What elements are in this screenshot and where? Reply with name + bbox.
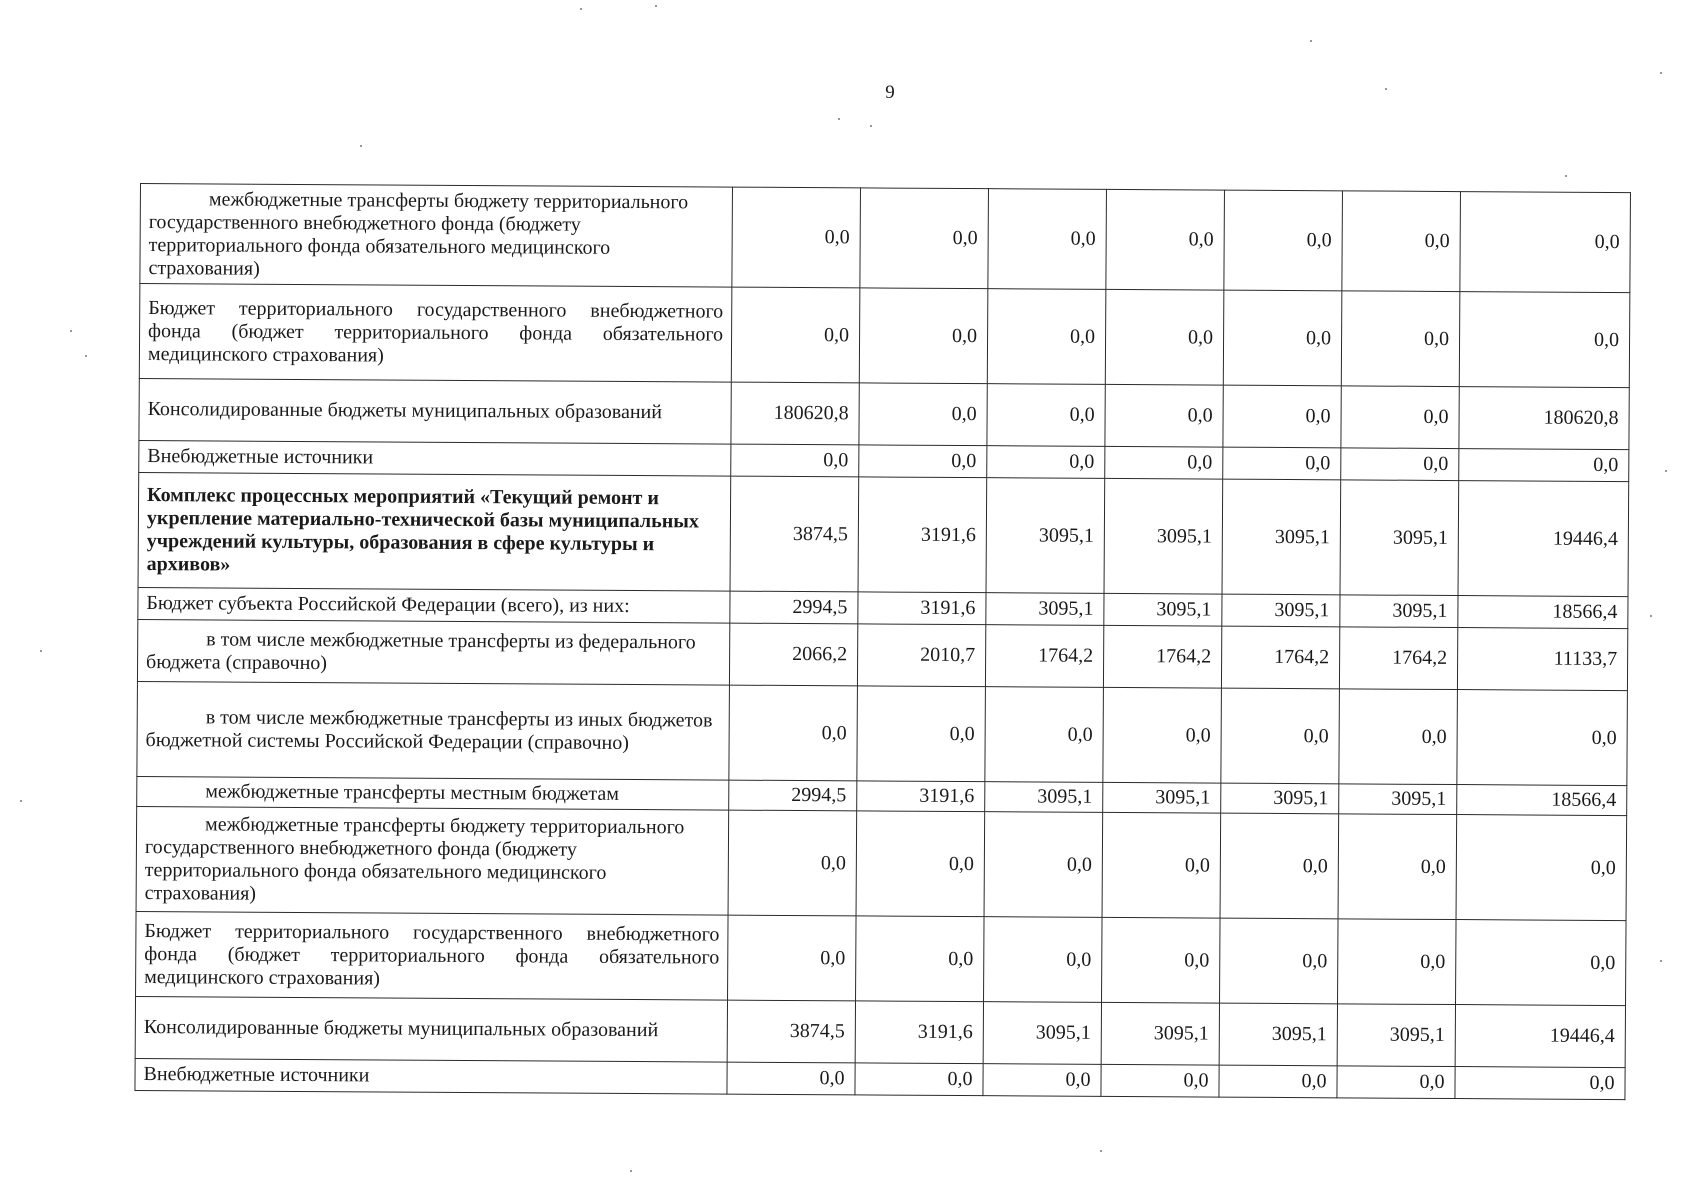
row-label [137,681,730,780]
value-cell: 0,0 [860,188,989,289]
table-row [137,681,1628,785]
value-cell: 3874,5 [727,1000,855,1063]
row-label [136,806,729,915]
value-cell: 0,0 [1342,191,1461,292]
row-label-text: Бюджет территориального государственного внебюджетного фонда (бюджет территориального фонда обязательного медицинского страхования) [147,296,724,366]
value-cell: 0,0 [1220,918,1339,1004]
table-row [139,284,1630,388]
value-cell: 3095,1 [1222,594,1340,627]
value-cell: 3191,6 [858,592,986,625]
value-cell: 3095,1 [1104,593,1222,626]
value-cell: 19446,4 [1455,1005,1625,1068]
value-cell: 0,0 [1219,1065,1337,1098]
value-cell: 3095,1 [983,1002,1101,1065]
value-cell: 0,0 [1223,385,1341,448]
value-cell: 0,0 [1102,917,1221,1003]
value-cell: 0,0 [988,189,1107,290]
table-row [138,472,1629,596]
value-cell: 1764,2 [985,625,1103,688]
value-cell: 3095,1 [985,782,1103,813]
value-cell: 0,0 [985,687,1104,783]
value-cell: 0,0 [859,445,987,478]
row-label-text: Комплекс процессных мероприятий «Текущий ремонт и укрепление материально-технической базы муниципальных учреждений культуры, образования в сфере культуры и архивов» [146,484,699,576]
value-cell: 0,0 [1456,815,1627,921]
value-cell: 3095,1 [986,593,1104,626]
value-cell: 3874,5 [730,476,859,592]
value-cell: 0,0 [1106,189,1225,290]
budget-table-wrapper [134,183,1630,1100]
row-label [140,184,733,288]
value-cell: 0,0 [1103,687,1222,783]
budget-table-body [135,184,1631,1100]
value-cell: 0,0 [987,384,1105,447]
value-cell: 1764,2 [1339,627,1457,690]
value-cell: 0,0 [728,810,857,916]
value-cell: 1764,2 [1103,625,1221,688]
value-cell: 0,0 [731,287,860,383]
value-cell: 0,0 [1341,291,1460,387]
value-cell: 0,0 [1459,292,1630,388]
value-cell: 0,0 [987,289,1106,385]
value-cell: 18566,4 [1457,785,1627,816]
row-label [135,996,727,1062]
value-cell: 3095,1 [1221,783,1339,814]
row-label [138,587,730,623]
table-row [140,184,1631,293]
value-cell: 0,0 [1105,289,1224,385]
value-cell: 11133,7 [1457,628,1627,691]
value-cell: 0,0 [1459,449,1629,482]
page-number: 9 [885,82,895,103]
row-label [139,284,732,383]
value-cell: 3095,1 [1219,1003,1337,1066]
row-label [135,1058,727,1094]
value-cell: 0,0 [855,1063,983,1096]
value-cell: 2994,5 [729,780,857,811]
row-label-text: межбюджетные трансферты бюджету территориального государственного внебюджетного фонда (бюджету территориального фонда обязательного медицинского страхования) [144,813,685,905]
value-cell: 0,0 [1105,384,1223,447]
value-cell: 0,0 [859,383,987,446]
table-row [136,806,1627,920]
value-cell: 3095,1 [1104,478,1223,594]
value-cell: 3095,1 [1101,1002,1219,1065]
value-cell: 0,0 [983,1064,1101,1097]
value-cell: 18566,4 [1458,596,1628,629]
value-cell: 0,0 [856,811,985,917]
value-cell: 3191,6 [855,1001,983,1064]
value-cell: 2010,7 [857,624,985,687]
value-cell: 0,0 [1102,812,1221,918]
row-label [136,911,729,1000]
value-cell: 2066,2 [729,623,857,686]
row-label-text: в том числе межбюджетные трансферты из федерального бюджета (справочно) [146,627,696,674]
value-cell: 0,0 [1341,448,1459,481]
table-row [137,619,1627,690]
value-cell: 180620,8 [1459,387,1629,450]
value-cell: 0,0 [1455,1067,1625,1100]
value-cell: 3095,1 [1340,595,1458,628]
row-label-text: Консолидированные бюджеты муниципальных образований [143,1016,659,1042]
table-row [135,996,1625,1067]
value-cell: 3095,1 [1222,479,1341,595]
value-cell: 3191,6 [857,781,985,812]
value-cell: 3095,1 [986,478,1105,594]
row-label [139,440,731,476]
row-label-text: Бюджет территориального государственного внебюджетного фонда (бюджет территориального фонда обязательного медицинского страхования) [144,919,720,989]
value-cell: 0,0 [1105,446,1223,479]
table-row [136,911,1626,1005]
row-label-text: межбюджетные трансферты местным бюджетам [205,780,620,805]
row-label [137,619,729,685]
value-cell: 19446,4 [1458,481,1629,597]
budget-table [134,183,1631,1100]
value-cell: 3191,6 [858,477,987,593]
value-cell: 0,0 [728,915,857,1001]
value-cell: 0,0 [856,916,985,1002]
value-cell: 2994,5 [730,591,858,624]
value-cell: 0,0 [1338,814,1457,920]
row-label-text: межбюджетные трансферты бюджету территориального государственного внебюджетного фонда (бюджету территориального фонда обязательного медицинского страхования) [148,187,689,280]
value-cell: 0,0 [731,444,859,477]
row-label [137,776,729,810]
row-label-text: Консолидированные бюджеты муниципальных образований [147,398,663,424]
row-label-text: Бюджет субъекта Российской Федерации (всего), из них: [146,592,630,617]
value-cell: 3095,1 [1337,1004,1455,1067]
value-cell: 0,0 [1221,688,1340,784]
value-cell: 3095,1 [1340,480,1459,596]
value-cell: 0,0 [984,917,1103,1003]
value-cell: 0,0 [1337,1066,1455,1099]
row-label-text: Внебюджетные источники [147,445,374,469]
row-label [139,378,731,444]
value-cell: 0,0 [1341,386,1459,449]
value-cell: 0,0 [732,187,861,288]
value-cell: 0,0 [984,812,1103,918]
value-cell: 0,0 [987,446,1105,479]
value-cell: 0,0 [1460,192,1631,293]
value-cell: 3095,1 [1339,784,1457,815]
value-cell: 0,0 [1101,1064,1219,1097]
value-cell: 0,0 [1338,919,1457,1005]
row-label [138,472,731,591]
value-cell: 0,0 [1224,190,1343,291]
value-cell: 0,0 [1456,920,1627,1006]
value-cell: 180620,8 [731,382,859,445]
value-cell: 0,0 [859,288,988,384]
value-cell: 0,0 [1339,689,1458,785]
value-cell: 0,0 [727,1062,855,1095]
row-label-text: в том числе межбюджетные трансферты из иных бюджетов бюджетной системы Российской Федерации (справочно) [145,706,713,754]
value-cell: 0,0 [729,685,858,781]
value-cell: 0,0 [857,686,986,782]
table-row [139,378,1629,449]
value-cell: 0,0 [1220,813,1339,919]
value-cell: 0,0 [1457,690,1628,786]
value-cell: 0,0 [1223,447,1341,480]
value-cell: 1764,2 [1221,626,1339,689]
value-cell: 3095,1 [1103,782,1221,813]
row-label-text: Внебюджетные источники [143,1063,370,1087]
value-cell: 0,0 [1223,290,1342,386]
